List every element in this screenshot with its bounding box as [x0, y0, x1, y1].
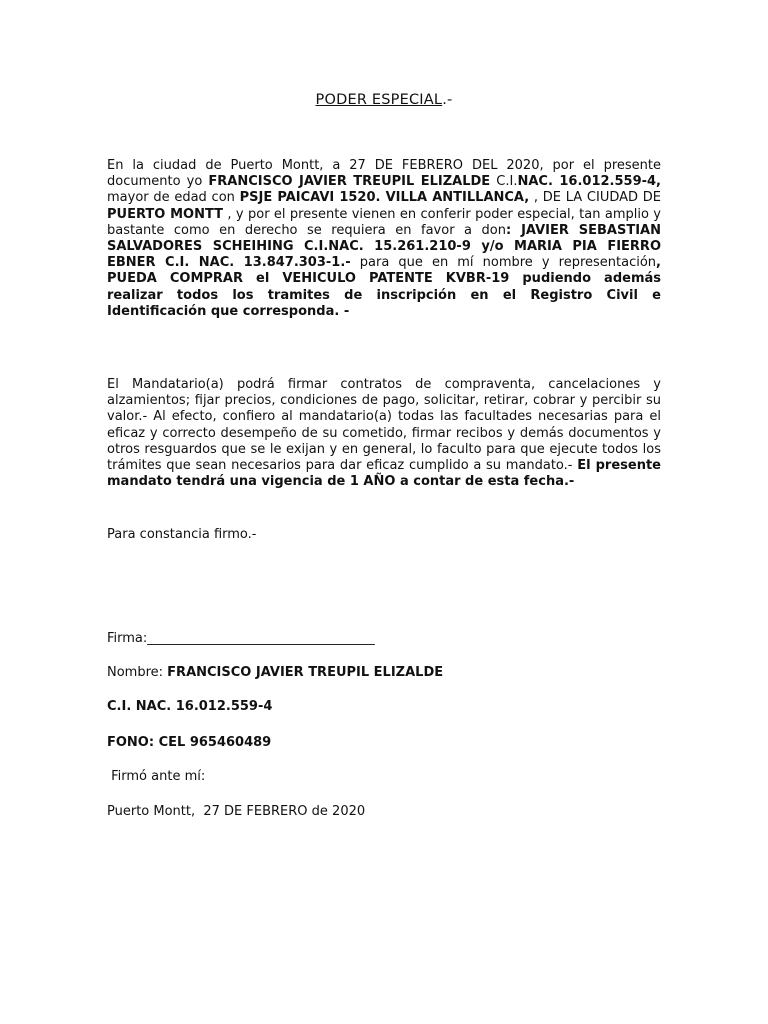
validity-clause: El presente mandato tendrá una vigencia de 1 AÑO a contar de esta fecha.- [107, 458, 661, 490]
text-segment: mayor de edad con [107, 190, 240, 206]
name-value: FRANCISCO JAVIER TREUPIL ELIZALDE [167, 665, 444, 680]
attorneys-names: : JAVIER SEBASTIAN SALVADORES SCHEIHING C.I.NAC. 15.261.210-9 y/o MARIA PIA FIERRO EBNER C.I. NAC. 13.847.303-1.- [107, 222, 661, 271]
constancia-line: Para constancia firmo.- [107, 527, 257, 542]
grantor-name: FRANCISCO JAVIER TREUPIL ELIZALDE [208, 174, 491, 190]
text-segment: El Mandatario(a) podrá firmar contratos de compraventa, cancelaciones y alzamientos; fijar precios, condiciones de pago, solicitar, retirar, cobrar y percibir su valor.- Al efecto, confiero al mandatario(a) todas las facultades necesarias para el eficaz y correcto desempeño de su cometido, firmar recibos y demás documentos y otros resguardos que se le exijan y en general, lo faculto para que ejecute todos los trámites que sean necesarios para dar eficaz cumplido a su mandato.- [107, 377, 661, 474]
text-segment: En la ciudad de Puerto Montt, a 27 DE FEBRERO DEL 2020, por el presente documento yo [107, 158, 661, 190]
text-segment: , y por el presente vienen en conferir poder especial, tan amplio y bastante como en derecho se requiera en favor a don [107, 206, 661, 238]
grantor-city: PUERTO MONTT [107, 206, 223, 222]
grantor-id: NAC. 16.012.559-4, [517, 174, 661, 190]
place-date-line: Puerto Montt, 27 DE FEBRERO de 2020 [107, 804, 366, 819]
paragraph-faculties [107, 377, 661, 490]
text-segment: , DE LA CIUDAD DE [529, 190, 661, 206]
name-line [107, 665, 443, 681]
grantor-address: PSJE PAICAVI 1520. VILLA ANTILLANCA, [239, 190, 530, 206]
title-text: PODER ESPECIAL [315, 92, 443, 108]
signature-line: Firma:___________________________________ [107, 631, 375, 646]
document-title [0, 92, 768, 108]
paragraph-power-grant [107, 158, 661, 320]
phone-value: FONO: CEL 965460489 [107, 735, 272, 750]
phone-line [107, 735, 271, 751]
power-purpose: , PUEDA COMPRAR el VEHICULO PATENTE KVBR-19 pudiendo además realizar todos los tramites de inscripción en el Registro Civil e Identificación que corresponda. - [107, 255, 661, 319]
notary-line: Firmó ante mí: [107, 769, 206, 784]
id-line [107, 699, 272, 715]
title-suffix: .- [442, 92, 453, 108]
text-segment: C.I. [490, 174, 518, 190]
text-segment: para que en mí nombre y representación [350, 255, 657, 271]
name-label: Nombre: [107, 665, 168, 680]
id-value: C.I. NAC. 16.012.559-4 [107, 699, 273, 714]
